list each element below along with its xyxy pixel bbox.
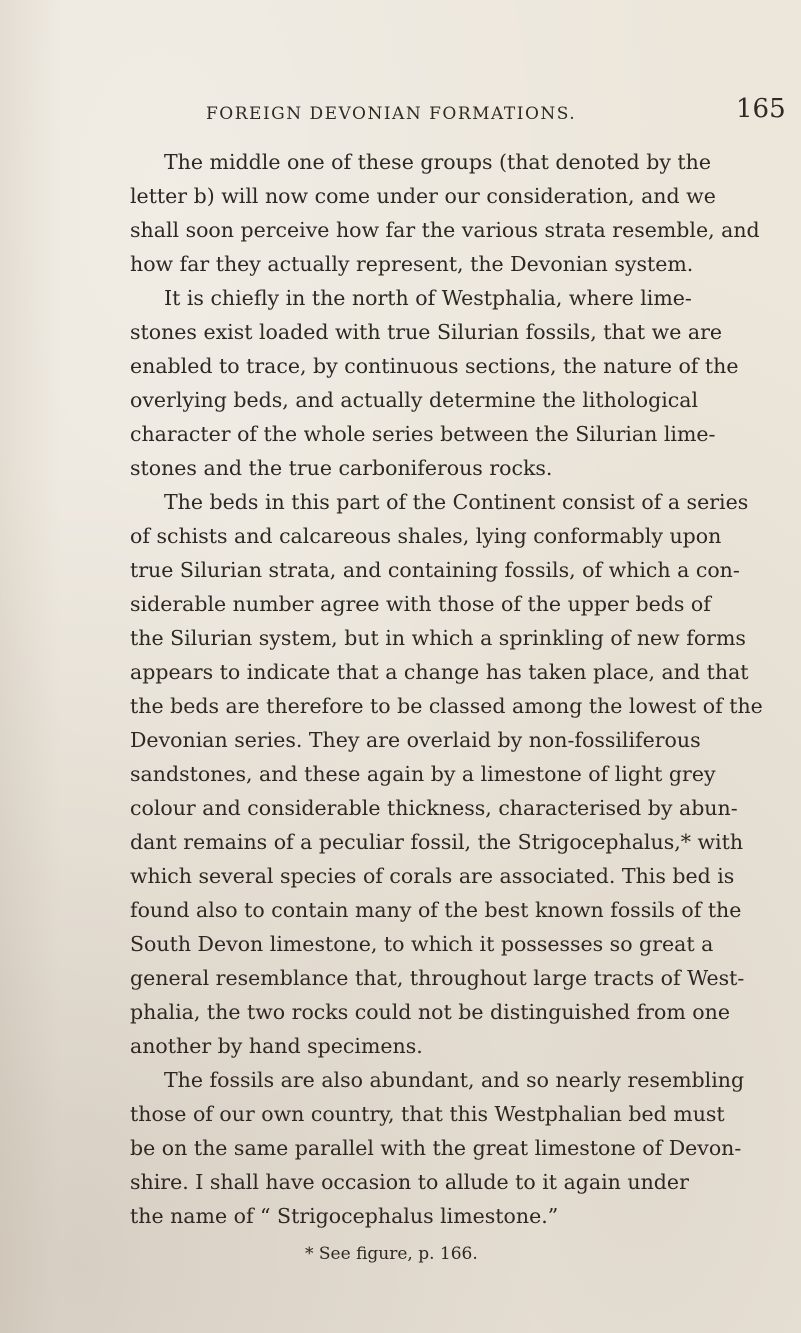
text-line: found also to contain many of the best known fossils of the [130,898,742,922]
text-line: general resemblance that, throughout large tracts of West- [130,966,745,990]
text-line: be on the same parallel with the great limestone of Devon- [130,1136,742,1160]
text-line: the name of “ Strigocephalus limestone.” [130,1204,559,1228]
text-line: It is chiefly in the north of Westphalia, where lime- [164,286,692,310]
text-line: the Silurian system, but in which a sprinkling of new forms [130,626,746,650]
text-line: shire. I shall have occasion to allude to it again under [130,1170,689,1194]
text-line: sandstones, and these again by a limestone of light grey [130,762,716,786]
text-line: letter b) will now come under our consideration, and we [130,184,716,208]
text-line: which several species of corals are associated. This bed is [130,864,735,888]
text-line: enabled to trace, by continuous sections, the nature of the [130,354,739,378]
footnote: * See figure, p. 166. [305,1244,478,1264]
text-line: shall soon perceive how far the various strata resemble, and [130,218,760,242]
text-line: Devonian series. They are overlaid by non-fossiliferous [130,728,701,752]
text-line: those of our own country, that this Westphalian bed must [130,1102,725,1126]
text-line: appears to indicate that a change has taken place, and that [130,660,749,684]
text-line: overlying beds, and actually determine the lithological [130,388,699,412]
text-line: how far they actually represent, the Devonian system. [130,252,694,276]
text-line: stones and the true carboniferous rocks. [130,456,553,480]
text-line: another by hand specimens. [130,1034,423,1058]
text-line: The middle one of these groups (that denoted by the [164,150,711,174]
page-edge-shading [0,0,60,1333]
text-line: dant remains of a peculiar fossil, the Strigocephalus,* with [130,830,744,854]
text-line: the beds are therefore to be classed among the lowest of the [130,694,763,718]
page-number: 165 [736,94,786,124]
text-line: of schists and calcareous shales, lying conformably upon [130,524,722,548]
text-line: phalia, the two rocks could not be distinguished from one [130,1000,730,1024]
text-line: colour and considerable thickness, characterised by abun- [130,796,738,820]
text-line: The fossils are also abundant, and so nearly resembling [164,1068,745,1092]
text-line: The beds in this part of the Continent consist of a series [164,490,749,514]
text-line: stones exist loaded with true Silurian fossils, that we are [130,320,723,344]
text-line: South Devon limestone, to which it possesses so great a [130,932,714,956]
running-head: FOREIGN DEVONIAN FORMATIONS. [206,104,577,124]
text-line: character of the whole series between the Silurian lime- [130,422,716,446]
text-line: true Silurian strata, and containing fossils, of which a con- [130,558,740,582]
text-line: siderable number agree with those of the upper beds of [130,592,711,616]
